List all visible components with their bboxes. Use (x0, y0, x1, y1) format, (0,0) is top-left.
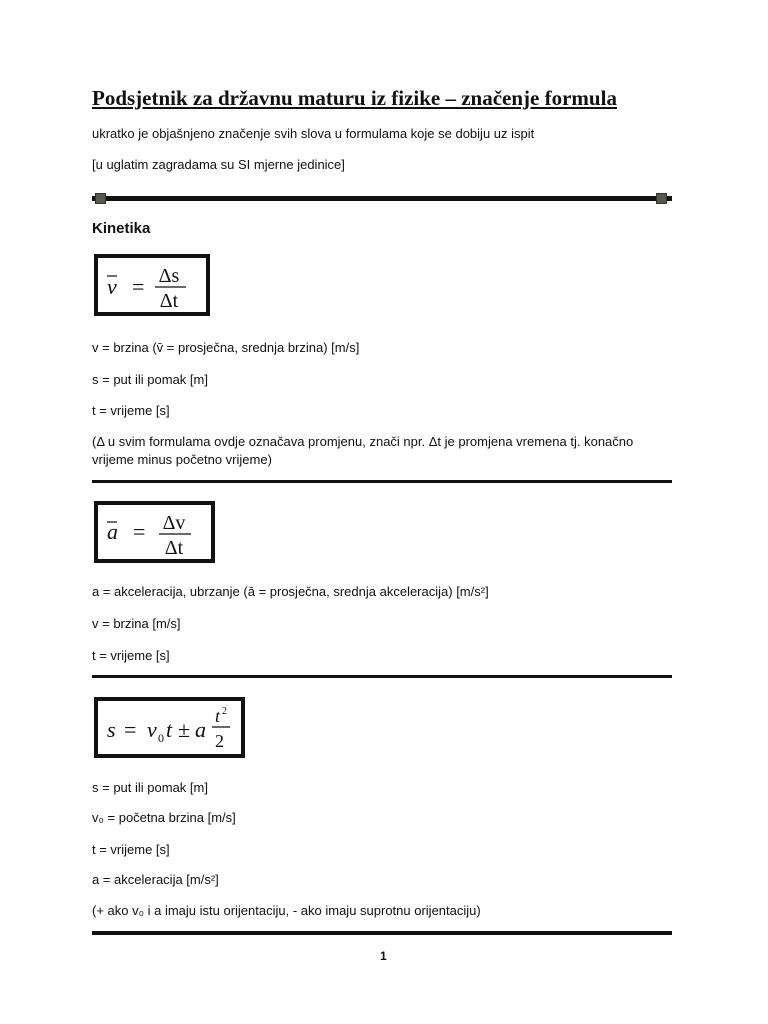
b3-line-5: (+ ako v₀ i a imaju istu orijentaciju, - ako imaju suprotnu orijentaciju) (92, 903, 481, 918)
formula3-v: v (147, 717, 157, 742)
formula-average-acceleration (94, 501, 215, 563)
divider-1 (92, 480, 672, 483)
units-note: [u uglatim zagradama su SI mjerne jedinice] (92, 157, 345, 172)
formula3-a: a (195, 717, 206, 742)
formula1-denominator: Δt (159, 290, 179, 312)
b1-line-5: vrijeme minus početno vrijeme) (92, 452, 272, 467)
formula2-equals: = (133, 519, 146, 544)
formula-displacement (94, 697, 245, 758)
page-number: 1 (380, 949, 387, 963)
formula-displacement-svg (98, 701, 241, 754)
b3-line-1: s = put ili pomak [m] (92, 780, 208, 795)
document-title: Podsjetnik za državnu maturu iz fizike – značenje formula (92, 86, 617, 110)
b1-line-2: s = put ili pomak [m] (92, 372, 208, 387)
b3-line-4: a = akceleracija [m/s²] (92, 872, 219, 887)
formula3-frac-den: 2 (215, 731, 224, 751)
divider-left-square (95, 193, 106, 204)
formula3-equals: = (124, 717, 137, 742)
divider-2 (92, 675, 672, 678)
b3-line-3: t = vrijeme [s] (92, 842, 170, 857)
formula3-v-sub: 0 (158, 731, 164, 745)
b3-line-2: v₀ = početna brzina [m/s] (92, 810, 236, 825)
b2-line-1: a = akceleracija, ubrzanje (ā = prosječna, srednja akceleracija) [m/s²] (92, 584, 489, 599)
formula2-numerator: Δv (162, 512, 186, 534)
b1-line-1: v = brzina (v̄ = prosječna, srednja brzina) [m/s] (92, 340, 360, 355)
formula3-t: t (166, 717, 173, 742)
formula3-plusminus: ± (178, 717, 191, 742)
formula3-s: s (107, 717, 116, 742)
formula1-lhs: v (107, 274, 117, 299)
b1-line-3: t = vrijeme [s] (92, 403, 170, 418)
section-divider (92, 196, 672, 201)
formula3-frac-num: t (215, 706, 221, 726)
formula3-frac-num-sup: 2 (222, 706, 227, 717)
b1-line-4: (Δ u svim formulama ovdje označava promjenu, znači npr. Δt je promjena vremena tj. konačno (92, 434, 634, 449)
b2-line-2: v = brzina [m/s] (92, 616, 181, 631)
formula2-denominator: Δt (164, 537, 184, 559)
divider-right-square (656, 193, 667, 204)
formula-average-acceleration-svg (98, 505, 211, 559)
intro-text: ukratko je objašnjeno značenje svih slova u formulama koje se dobiju uz ispit (92, 126, 535, 141)
formula-average-velocity-svg (98, 258, 206, 312)
b2-line-3: t = vrijeme [s] (92, 648, 170, 663)
formula1-equals: = (132, 274, 145, 299)
divider-3 (92, 931, 672, 935)
section-heading: Kinetika (92, 220, 151, 237)
formula-average-velocity (94, 254, 210, 316)
formula2-lhs: a (107, 519, 118, 544)
formula1-numerator: Δs (158, 265, 180, 287)
